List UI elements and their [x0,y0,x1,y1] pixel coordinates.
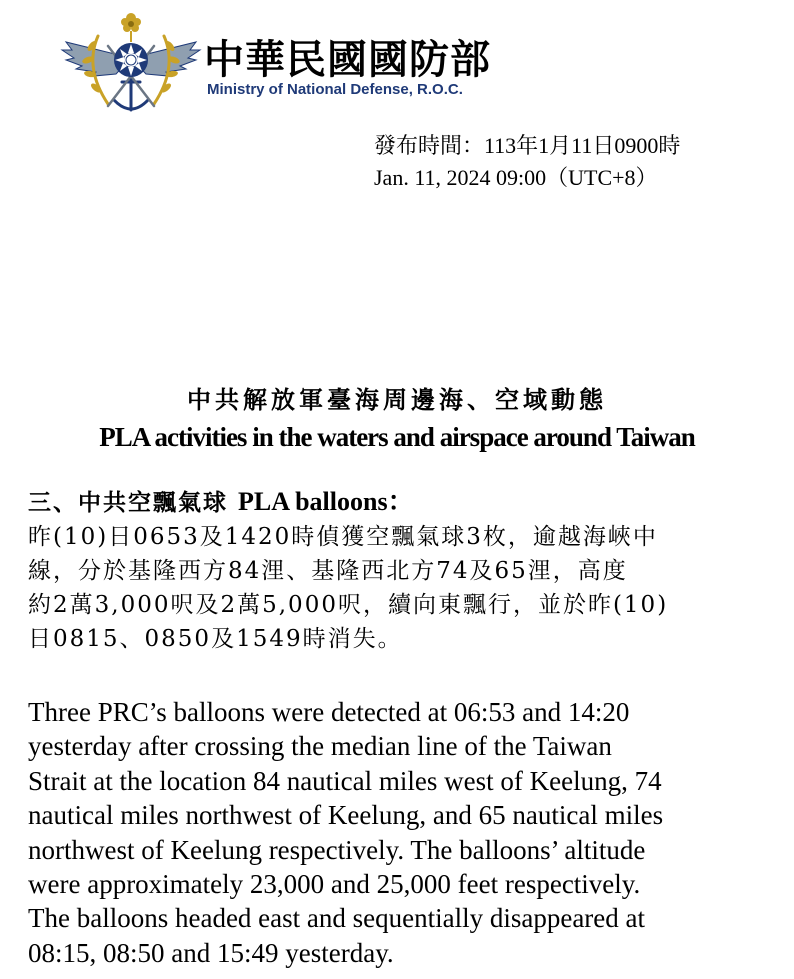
release-time [374,130,680,194]
title-zh: 中共解放軍臺海周邊海、空域動態 [187,385,607,414]
org-name-zh: 中華民國國防部 [204,37,491,83]
mnd-emblem-icon [56,6,206,122]
section-heading-zh: 三、中共空飄氣球 [28,489,228,516]
paragraph-en-line: were approximately 23,000 and 25,000 feet respectively. [28,869,641,900]
paragraph-en-line: northwest of Keelung respectively. The balloons’ altitude [28,834,646,865]
document-title [0,380,794,454]
section-heading-en: PLA balloons： [238,487,414,516]
paragraph-zh [28,520,778,656]
paragraph-en-line: Strait at the location 84 nautical miles west of Keelung, 74 [28,765,662,796]
paragraph-en-line: The balloons headed east and sequentially disappeared at [28,903,646,934]
paragraph-en-line: yesterday after crossing the median line of the Taiwan [28,731,612,762]
paragraph-zh-line: 線，分於基隆西方84浬、基隆西北方74及65浬，高度 [28,558,628,584]
paragraph-zh-line: 約2萬3,000呎及2萬5,000呎，續向東飄行，並於昨(10) [28,592,669,618]
paragraph-en-line: nautical miles northwest of Keelung, and 65 nautical miles [28,800,664,831]
release-time-zh: 發布時間：113年1月11日0900時 [374,133,681,158]
section-heading [28,485,778,520]
balloon-section [28,485,778,656]
letterhead [56,6,516,124]
paragraph-en [28,695,788,970]
org-name-en: Ministry of National Defense, R.O.C. [207,81,463,98]
paragraph-zh-line: 日0815、0850及1549時消失。 [28,626,403,652]
paragraph-en-line: Three PRC’s balloons were detected at 06:53 and 14:20 [28,697,630,727]
paragraph-en-line: 08:15, 08:50 and 15:49 yesterday. [28,937,394,968]
paragraph-zh-line: 昨(10)日0653及1420時偵獲空飄氣球3枚，逾越海峽中 [28,524,658,550]
title-en: PLA activities in the waters and airspace around Taiwan [99,422,695,452]
release-time-en: Jan. 11, 2024 09:00（UTC+8） [374,165,658,190]
